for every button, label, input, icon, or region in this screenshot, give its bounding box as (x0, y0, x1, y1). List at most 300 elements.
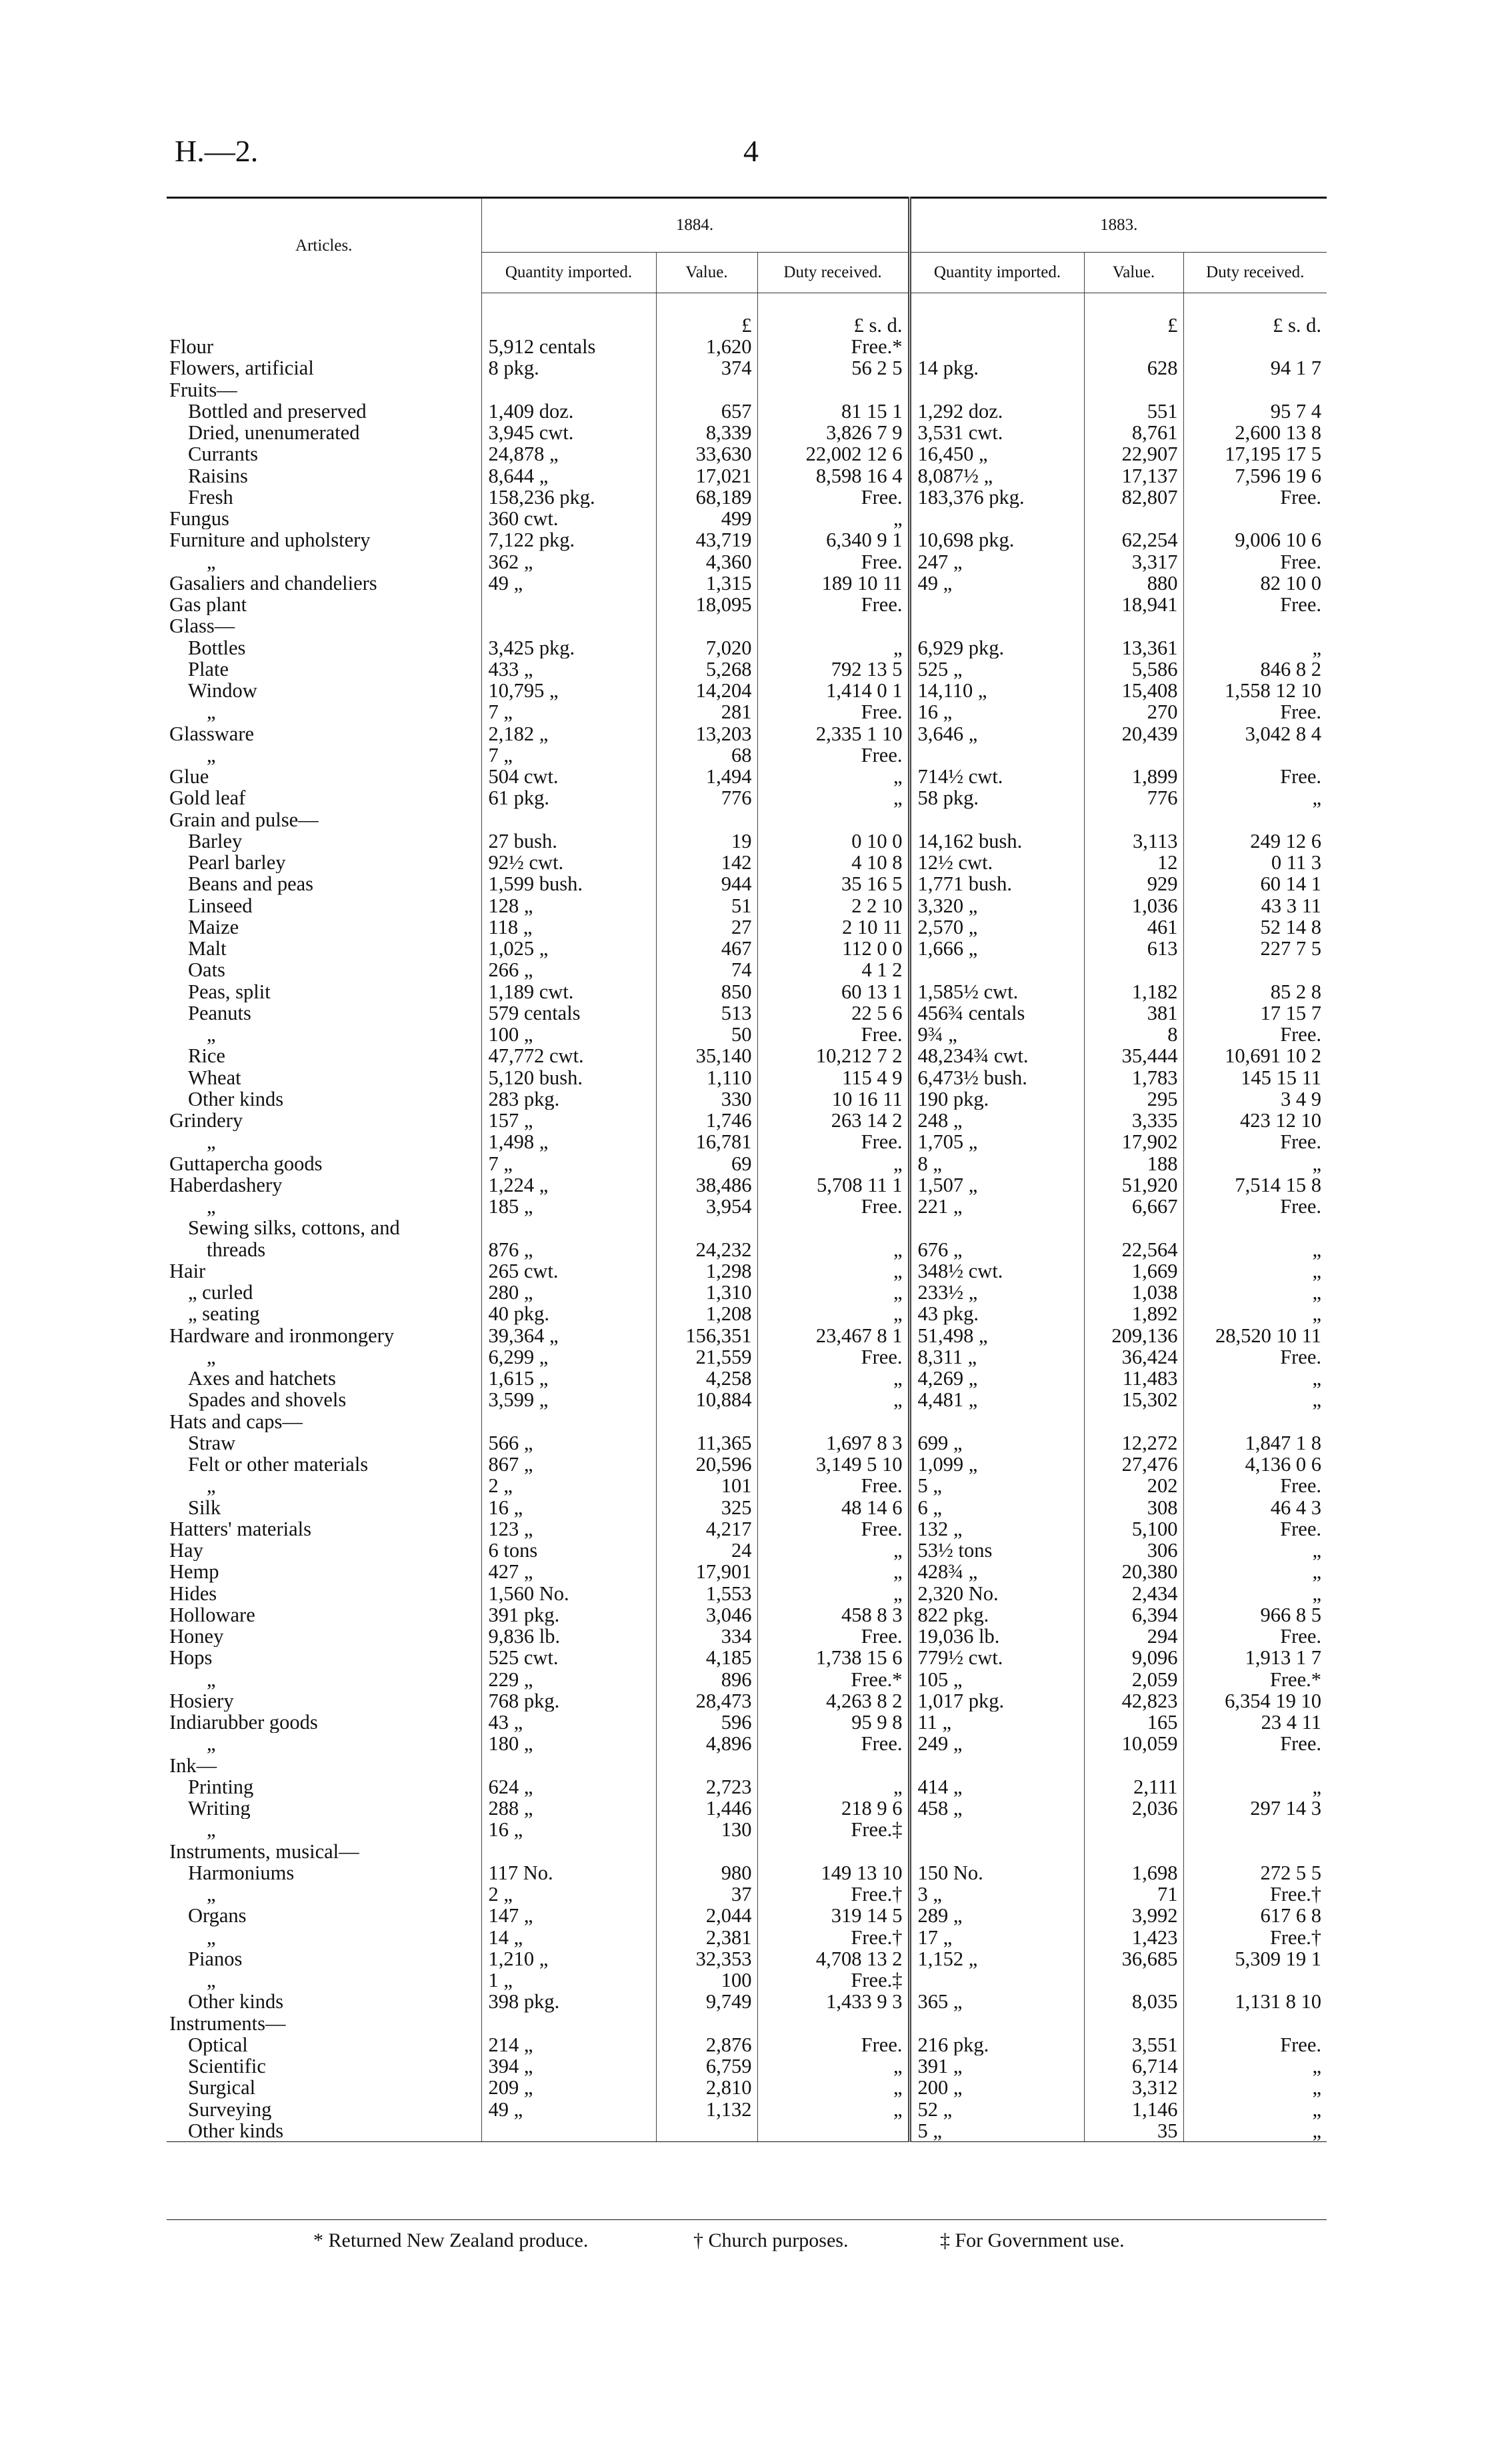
article-cell: „ (207, 1926, 216, 1948)
value-1883-cell: 12,272 (1084, 1432, 1183, 1454)
value-1884-cell: 68 (656, 744, 757, 766)
duty-1884-cell: 112 0 0 (757, 938, 909, 959)
duty-1884-cell: „ (757, 2077, 909, 2098)
article-cell: „ (207, 1969, 216, 1991)
value-1883-cell: 3,317 (1084, 551, 1183, 573)
duty-1884-cell: „ (757, 1153, 909, 1174)
table-row (167, 938, 1327, 959)
value-1883-cell: 628 (1084, 357, 1183, 379)
duty-1884-cell: Free.† (757, 1927, 909, 1948)
duty-1883-cell: „ (1183, 787, 1327, 808)
pound-sd-unit-1884: £ s. d. (757, 293, 909, 337)
quantity-1883-cell: 3,320 „ (909, 895, 1084, 916)
value-1884-cell: 4,185 (656, 1647, 757, 1668)
value-1884-cell: 156,351 (656, 1325, 757, 1346)
quantity-1883-cell (909, 508, 1084, 529)
value-1883-cell: 5,100 (1084, 1518, 1183, 1540)
article-cell: Oats (188, 959, 225, 981)
duty-1883-cell: 1,558 12 10 (1183, 680, 1327, 701)
quantity-1884-cell (481, 615, 656, 636)
value-1884-cell: 325 (656, 1497, 757, 1518)
value-1883-cell: 6,394 (1084, 1604, 1183, 1626)
table-row (167, 852, 1327, 873)
quantity-1884-cell: 1,210 „ (481, 1948, 656, 1969)
duty-1883-cell: 7,514 15 8 (1183, 1174, 1327, 1196)
duty-1883-cell: 17 15 7 (1183, 1002, 1327, 1024)
value-1884-cell: 374 (656, 357, 757, 379)
value-1883-cell: 2,434 (1084, 1583, 1183, 1604)
value-1884-cell: 3,046 (656, 1604, 757, 1626)
quantity-1884-cell: 10,795 „ (481, 680, 656, 701)
duty-1884-cell: 10,212 7 2 (757, 1045, 909, 1066)
value-1884-cell: 1,315 (656, 573, 757, 594)
quantity-1884-cell: 1,498 „ (481, 1131, 656, 1152)
article-cell: „ (207, 701, 216, 723)
quantity-1884-cell: 394 „ (481, 2055, 656, 2077)
duty-1884-cell: 4,263 8 2 (757, 1690, 909, 1712)
quantity-1883-cell: 822 pkg. (909, 1604, 1084, 1626)
table-row (167, 1776, 1327, 1798)
duty-1883-cell: Free. (1183, 2034, 1327, 2055)
quantity-1883-cell: 16,450 „ (909, 443, 1084, 465)
article-cell: Hosiery (169, 1690, 234, 1712)
duty-1883-cell: Free. (1183, 1733, 1327, 1754)
article-cell: Hemp (169, 1561, 219, 1583)
table-row (167, 1260, 1327, 1282)
duty-1883-cell: „ (1183, 1583, 1327, 1604)
value-1884-cell: 4,360 (656, 551, 757, 573)
quantity-1884-cell: 147 „ (481, 1905, 656, 1926)
duty-1883-cell: 0 11 3 (1183, 852, 1327, 873)
quantity-1883-cell: 221 „ (909, 1196, 1084, 1217)
article-cell: threads (207, 1238, 266, 1260)
table-row (167, 615, 1327, 636)
duty-1884-cell: Free.‡ (757, 1969, 909, 1991)
quantity-1883-cell: 2,320 No. (909, 1583, 1084, 1604)
table-row (167, 529, 1327, 551)
value-1883-cell: 1,892 (1084, 1303, 1183, 1324)
quantity-1884-cell: 433 „ (481, 658, 656, 680)
table-row (167, 1389, 1327, 1410)
duty-header-1884: Duty received. (757, 253, 909, 293)
duty-header-1883: Duty received. (1183, 253, 1327, 293)
value-1884-cell: 35,140 (656, 1045, 757, 1066)
duty-1884-cell: 4 10 8 (757, 852, 909, 873)
quantity-1883-cell: 1,017 pkg. (909, 1690, 1084, 1712)
value-1883-cell: 35,444 (1084, 1045, 1183, 1066)
table-row (167, 1239, 1327, 1260)
value-1884-cell: 2,810 (656, 2077, 757, 2098)
duty-1883-cell (1183, 1755, 1327, 1776)
article-cell: Sewing silks, cottons, and (188, 1217, 400, 1239)
duty-1884-cell: 2 2 10 (757, 895, 909, 916)
table-row (167, 1905, 1327, 1926)
value-1883-cell: 8,035 (1084, 1991, 1183, 2012)
value-1884-cell: 1,553 (656, 1583, 757, 1604)
duty-1884-cell: „ (757, 1303, 909, 1324)
quantity-1884-cell: 391 pkg. (481, 1604, 656, 1626)
duty-1883-cell: 6,354 19 10 (1183, 1690, 1327, 1712)
article-cell: Window (188, 680, 257, 702)
article-cell: Scientific (188, 2055, 266, 2077)
duty-1883-cell (1183, 379, 1327, 401)
quantity-1883-cell: 9¾ „ (909, 1024, 1084, 1045)
quantity-1883-cell: 2,570 „ (909, 916, 1084, 938)
quantity-1884-cell: 3,599 „ (481, 1389, 656, 1410)
duty-1883-cell: 43 3 11 (1183, 895, 1327, 916)
quantity-1884-cell: 118 „ (481, 916, 656, 938)
quantity-1883-cell: 58 pkg. (909, 787, 1084, 808)
quantity-1883-cell: 5 „ (909, 2120, 1084, 2142)
quantity-1884-cell: 40 pkg. (481, 1303, 656, 1324)
value-1883-cell: 8,761 (1084, 422, 1183, 443)
table-row (167, 873, 1327, 894)
duty-1883-cell: 227 7 5 (1183, 938, 1327, 959)
table-row (167, 959, 1327, 980)
table-row (167, 1497, 1327, 1518)
article-cell: Furniture and upholstery (169, 529, 371, 551)
duty-1883-cell: 3 4 9 (1183, 1088, 1327, 1110)
duty-1883-cell: 28,520 10 11 (1183, 1325, 1327, 1346)
duty-1883-cell (1183, 336, 1327, 357)
value-1884-cell: 18,095 (656, 594, 757, 615)
table-row (167, 744, 1327, 766)
table-row (167, 1798, 1327, 1819)
duty-1884-cell: 22,002 12 6 (757, 443, 909, 465)
duty-1883-cell: „ (1183, 1776, 1327, 1798)
article-cell: Glass— (169, 615, 235, 637)
quantity-1884-cell: 288 „ (481, 1798, 656, 1819)
quantity-1883-cell: 8,087½ „ (909, 465, 1084, 487)
value-1884-cell: 100 (656, 1969, 757, 1991)
value-1884-cell: 1,132 (656, 2099, 757, 2120)
value-1884-cell: 24,232 (656, 1239, 757, 1260)
article-cell: Felt or other materials (188, 1454, 369, 1476)
article-cell: Surgical (188, 2077, 256, 2099)
value-1883-cell: 82,807 (1084, 487, 1183, 508)
quantity-1884-cell: 1 „ (481, 1969, 656, 1991)
article-cell: Rice (188, 1045, 225, 1067)
article-cell: Bottled and preserved (188, 400, 367, 422)
value-1884-cell: 68,189 (656, 487, 757, 508)
quantity-1884-cell: 360 cwt. (481, 508, 656, 529)
table-row (167, 401, 1327, 422)
duty-1883-cell: 249 12 6 (1183, 830, 1327, 852)
quantity-1883-cell: 348½ cwt. (909, 1260, 1084, 1282)
duty-1883-cell: „ (1183, 2120, 1327, 2142)
value-1884-cell: 130 (656, 1819, 757, 1840)
document-code: H.—2. (175, 134, 259, 168)
duty-1883-cell: 1,847 1 8 (1183, 1432, 1327, 1454)
value-1883-cell: 17,902 (1084, 1131, 1183, 1152)
value-1884-cell: 19 (656, 830, 757, 852)
duty-1884-cell: „ (757, 1260, 909, 1282)
article-cell: Other kinds (188, 1088, 284, 1110)
value-1883-cell (1084, 809, 1183, 830)
quantity-1884-cell: 362 „ (481, 551, 656, 573)
quantity-1883-cell: 3,646 „ (909, 723, 1084, 744)
value-1884-cell: 513 (656, 1002, 757, 1024)
duty-1884-cell: 2 10 11 (757, 916, 909, 938)
value-1883-cell: 165 (1084, 1712, 1183, 1733)
article-cell: Haberdashery (169, 1174, 283, 1196)
value-1883-cell: 2,111 (1084, 1776, 1183, 1798)
quantity-1884-cell: 7 „ (481, 1153, 656, 1174)
quantity-1884-cell: 579 centals (481, 1002, 656, 1024)
article-cell: Fresh (188, 486, 233, 508)
article-cell: Hats and caps— (169, 1410, 303, 1432)
quantity-1884-cell: 39,364 „ (481, 1325, 656, 1346)
duty-1883-cell: 1,131 8 10 (1183, 1991, 1327, 2012)
value-1884-cell: 1,620 (656, 336, 757, 357)
duty-1884-cell: 458 8 3 (757, 1604, 909, 1626)
article-cell: Instruments, musical— (169, 1840, 359, 1862)
value-1883-cell: 36,685 (1084, 1948, 1183, 1969)
value-1883-cell: 11,483 (1084, 1368, 1183, 1389)
duty-1883-cell: Free. (1183, 1626, 1327, 1647)
quantity-1884-cell: 27 bush. (481, 830, 656, 852)
duty-1884-cell: 35 16 5 (757, 873, 909, 894)
value-1884-cell: 281 (656, 701, 757, 722)
value-1883-cell: 3,992 (1084, 1905, 1183, 1926)
value-1883-cell: 551 (1084, 401, 1183, 422)
duty-1883-cell (1183, 2013, 1327, 2034)
quantity-1884-cell: 43 „ (481, 1712, 656, 1733)
table-row (167, 551, 1327, 573)
value-1883-cell (1084, 336, 1183, 357)
duty-1883-cell: Free. (1183, 766, 1327, 787)
value-1883-cell: 295 (1084, 1088, 1183, 1110)
table-row (167, 916, 1327, 938)
quantity-1883-cell: 247 „ (909, 551, 1084, 573)
value-1883-cell: 306 (1084, 1540, 1183, 1561)
quantity-1884-cell (481, 1755, 656, 1776)
duty-1884-cell: Free. (757, 1196, 909, 1217)
duty-1884-cell: Free. (757, 1475, 909, 1496)
value-1884-cell: 596 (656, 1712, 757, 1733)
value-1884-cell: 4,217 (656, 1518, 757, 1540)
table-row (167, 1368, 1327, 1389)
value-1884-cell: 499 (656, 508, 757, 529)
quantity-1884-cell: 100 „ (481, 1024, 656, 1045)
quantity-header-1884: Quantity imported. (481, 253, 656, 293)
value-1883-cell: 22,907 (1084, 443, 1183, 465)
quantity-1884-cell: 768 pkg. (481, 1690, 656, 1712)
duty-1884-cell: 319 14 5 (757, 1905, 909, 1926)
footnote-double-dagger: ‡ For Government use. (940, 2229, 1125, 2251)
table-row (167, 1755, 1327, 1776)
duty-1884-cell: „ (757, 637, 909, 658)
quantity-1883-cell (909, 379, 1084, 401)
value-1884-cell: 14,204 (656, 680, 757, 701)
article-cell: Hair (169, 1260, 206, 1282)
quantity-1883-cell: 3,531 cwt. (909, 422, 1084, 443)
value-1884-cell: 776 (656, 787, 757, 808)
quantity-1883-cell: 150 No. (909, 1862, 1084, 1883)
quantity-1884-cell: 92½ cwt. (481, 852, 656, 873)
duty-1883-cell: 85 2 8 (1183, 981, 1327, 1002)
duty-1883-cell: Free.* (1183, 1669, 1327, 1690)
duty-1884-cell: „ (757, 787, 909, 808)
value-1884-cell: 37 (656, 1883, 757, 1905)
table-row (167, 1991, 1327, 2012)
duty-1884-cell: 48 14 6 (757, 1497, 909, 1518)
value-1884-cell: 20,596 (656, 1454, 757, 1475)
table-row (167, 1432, 1327, 1454)
quantity-1884-cell: 280 „ (481, 1282, 656, 1303)
quantity-1883-cell: 1,292 doz. (909, 401, 1084, 422)
value-1883-cell (1084, 1969, 1183, 1991)
duty-1884-cell: Free. (757, 551, 909, 573)
value-1883-cell: 15,408 (1084, 680, 1183, 701)
value-1883-cell: 36,424 (1084, 1346, 1183, 1368)
table-row (167, 357, 1327, 379)
table-row (167, 487, 1327, 508)
table-row (167, 1067, 1327, 1088)
quantity-1884-cell: 24,878 „ (481, 443, 656, 465)
table-row (167, 2120, 1327, 2142)
article-cell: Linseed (188, 894, 253, 916)
table-row (167, 1518, 1327, 1540)
value-1884-cell: 6,759 (656, 2055, 757, 2077)
duty-1884-cell: 1,414 0 1 (757, 680, 909, 701)
article-cell: „ (207, 744, 216, 766)
value-1884-cell: 9,749 (656, 1991, 757, 2012)
duty-1883-cell: 297 14 3 (1183, 1798, 1327, 1819)
value-1883-cell (1084, 1217, 1183, 1238)
duty-1884-cell: 6,340 9 1 (757, 529, 909, 551)
duty-1883-cell: 966 8 5 (1183, 1604, 1327, 1626)
value-1884-cell: 11,365 (656, 1432, 757, 1454)
article-cell: Guttapercha goods (169, 1152, 323, 1174)
duty-1883-cell: 617 6 8 (1183, 1905, 1327, 1926)
duty-1883-cell: „ (1183, 2055, 1327, 2077)
duty-1883-cell: „ (1183, 1368, 1327, 1389)
quantity-1884-cell (481, 1217, 656, 1238)
quantity-1884-cell: 16 „ (481, 1819, 656, 1840)
quantity-1884-cell: 876 „ (481, 1239, 656, 1260)
table-row (167, 594, 1327, 615)
duty-1884-cell: 218 9 6 (757, 1798, 909, 1819)
value-1883-cell (1084, 1841, 1183, 1862)
quantity-1884-cell (481, 594, 656, 615)
quantity-1884-cell: 283 pkg. (481, 1088, 656, 1110)
value-1883-cell: 13,361 (1084, 637, 1183, 658)
quantity-1884-cell: 5,120 bush. (481, 1067, 656, 1088)
duty-1883-cell (1183, 508, 1327, 529)
value-1883-cell: 6,714 (1084, 2055, 1183, 2077)
pound-sd-unit-1883: £ s. d. (1183, 293, 1327, 337)
article-cell: Indiarubber goods (169, 1712, 318, 1734)
quantity-1884-cell: 47,772 cwt. (481, 1045, 656, 1066)
table-row (167, 637, 1327, 658)
value-1884-cell: 32,353 (656, 1948, 757, 1969)
value-header-1883: Value. (1084, 253, 1183, 293)
quantity-1883-cell: 52 „ (909, 2099, 1084, 2120)
quantity-1883-cell: 16 „ (909, 701, 1084, 722)
value-1884-cell: 1,298 (656, 1260, 757, 1282)
duty-1883-cell: Free. (1183, 1518, 1327, 1540)
value-1884-cell: 21,559 (656, 1346, 757, 1368)
duty-1884-cell (757, 1841, 909, 1862)
table-row (167, 1088, 1327, 1110)
quantity-1883-cell: 456¾ centals (909, 1002, 1084, 1024)
article-cell: Flour (169, 336, 214, 358)
article-cell: Hides (169, 1582, 217, 1604)
article-cell: Axes and hatchets (188, 1368, 336, 1390)
value-1884-cell: 896 (656, 1669, 757, 1690)
table-row (167, 1862, 1327, 1883)
duty-1884-cell: „ (757, 508, 909, 529)
quantity-1884-cell: 566 „ (481, 1432, 656, 1454)
duty-1883-cell: „ (1183, 1153, 1327, 1174)
article-cell: Honey (169, 1626, 224, 1648)
duty-1884-cell: „ (757, 2055, 909, 2077)
value-1883-cell: 42,823 (1084, 1690, 1183, 1712)
article-cell: „ (207, 1131, 216, 1153)
table-row (167, 981, 1327, 1002)
value-1883-cell: 776 (1084, 787, 1183, 808)
duty-1884-cell: 189 10 11 (757, 573, 909, 594)
quantity-1883-cell: 1,771 bush. (909, 873, 1084, 894)
value-1883-cell: 294 (1084, 1626, 1183, 1647)
article-cell: Harmoniums (188, 1861, 295, 1883)
quantity-1884-cell: 3,425 pkg. (481, 637, 656, 658)
quantity-1884-cell: 1,615 „ (481, 1368, 656, 1389)
value-1884-cell: 17,901 (656, 1561, 757, 1582)
duty-1883-cell (1183, 809, 1327, 830)
article-cell: „ (207, 1346, 216, 1368)
table-row (167, 1883, 1327, 1905)
duty-1884-cell: 10 16 11 (757, 1088, 909, 1110)
table-row (167, 895, 1327, 916)
article-cell: „ curled (188, 1282, 253, 1304)
quantity-1884-cell: 229 „ (481, 1669, 656, 1690)
duty-1883-cell: „ (1183, 2077, 1327, 2098)
value-1884-cell: 2,723 (656, 1776, 757, 1798)
value-1884-cell: 330 (656, 1088, 757, 1110)
duty-1884-cell: Free. (757, 744, 909, 766)
duty-1884-cell: 3,149 5 10 (757, 1454, 909, 1475)
value-1884-cell: 8,339 (656, 422, 757, 443)
table-row (167, 443, 1327, 465)
duty-1884-cell: 1,433 9 3 (757, 1991, 909, 2012)
article-cell: „ (207, 1024, 216, 1046)
value-1883-cell: 3,335 (1084, 1110, 1183, 1131)
duty-1883-cell: 846 8 2 (1183, 658, 1327, 680)
quantity-1884-cell: 1,025 „ (481, 938, 656, 959)
quantity-1883-cell: 14,162 bush. (909, 830, 1084, 852)
quantity-1884-cell: 128 „ (481, 895, 656, 916)
quantity-1884-cell: 398 pkg. (481, 1991, 656, 2012)
duty-1883-cell: 23 4 11 (1183, 1712, 1327, 1733)
duty-1884-cell: Free.* (757, 1669, 909, 1690)
table-row (167, 2013, 1327, 2034)
duty-1883-cell: „ (1183, 1561, 1327, 1582)
duty-1883-cell (1183, 1969, 1327, 1991)
duty-1884-cell: 4,708 13 2 (757, 1948, 909, 1969)
value-1884-cell: 657 (656, 401, 757, 422)
duty-1883-cell: „ (1183, 637, 1327, 658)
duty-1884-cell: 8,598 16 4 (757, 465, 909, 487)
quantity-1883-cell (909, 1411, 1084, 1432)
article-cell: Writing (188, 1798, 251, 1820)
value-1883-cell: 209,136 (1084, 1325, 1183, 1346)
quantity-1884-cell: 867 „ (481, 1454, 656, 1475)
quantity-1884-cell: 2 „ (481, 1475, 656, 1496)
article-cell: Instruments— (169, 2012, 286, 2034)
quantity-1883-cell: 6,473½ bush. (909, 1067, 1084, 1088)
